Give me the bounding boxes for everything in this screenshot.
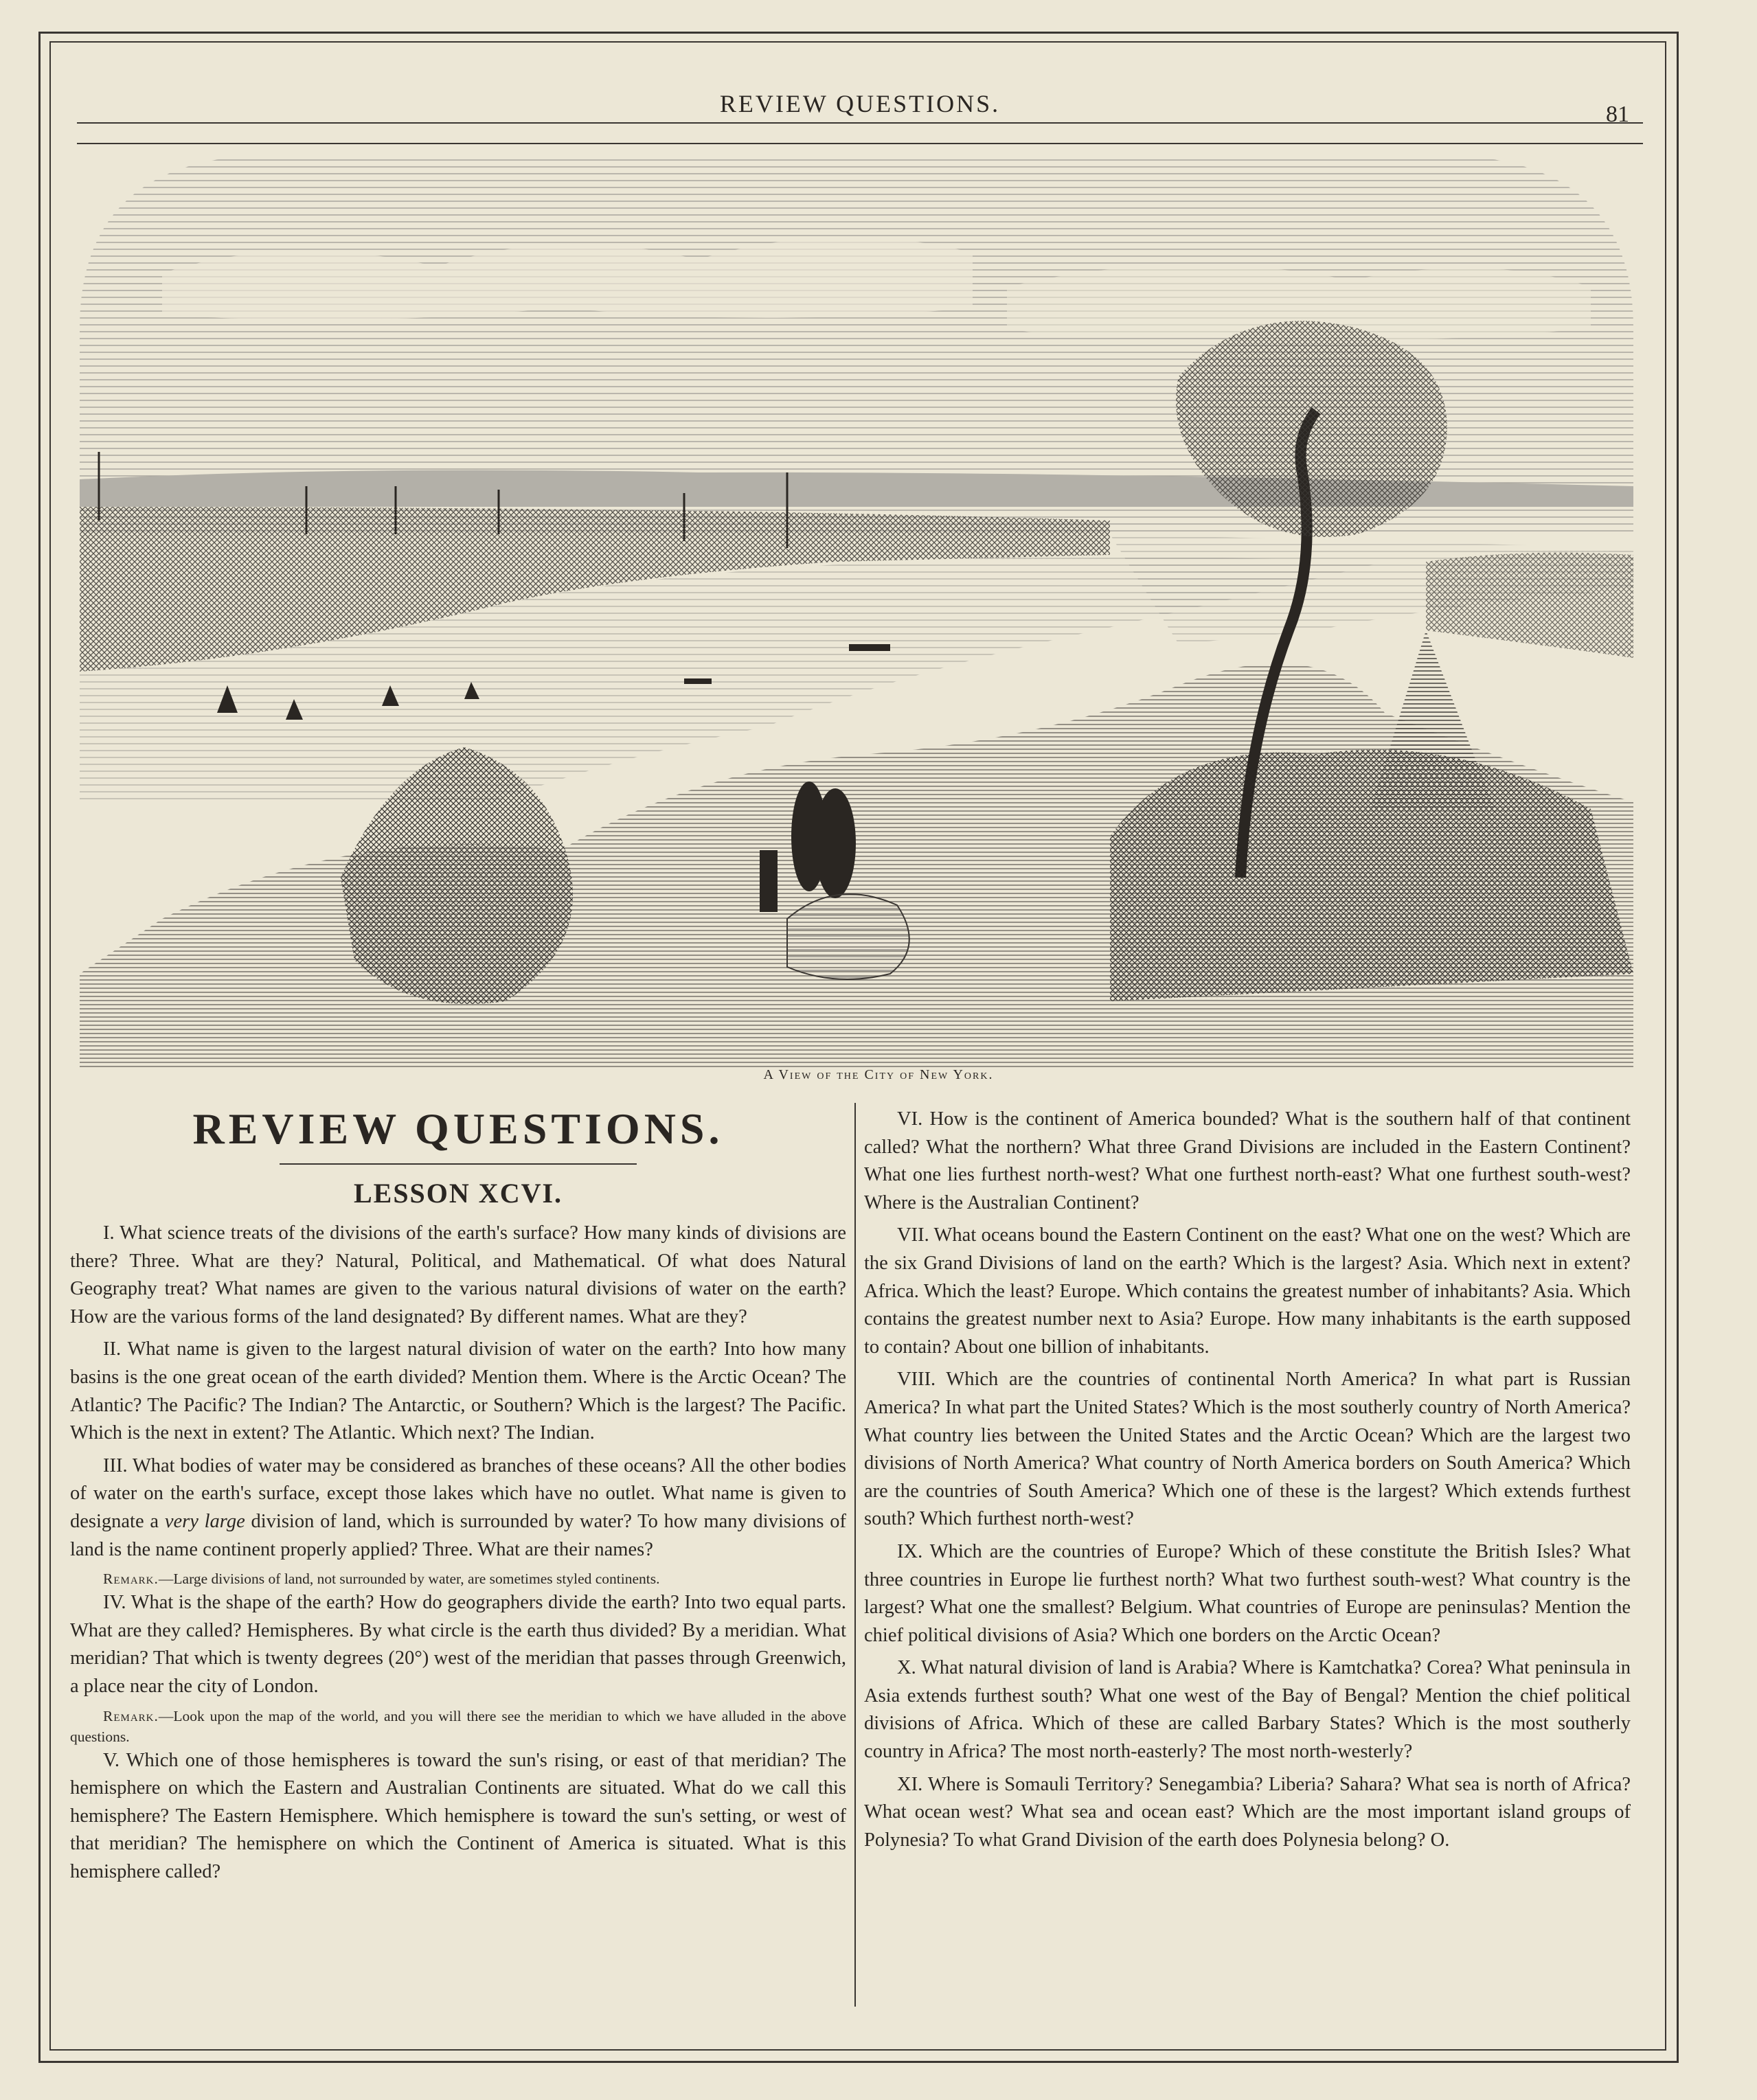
header-rule-lower: [77, 143, 1643, 144]
page-header: [77, 89, 1643, 144]
question-paragraph-i: I. What science treats of the divisions of the earth's surface? How many kinds of divisions are there? Three. What are they? Natural, Political, and Mathematical. Of what does Natural Geography treat? What names are given to the various natural divisions of water on the earth? How are the various forms of the land designated? By different names. What are they?: [70, 1222, 846, 1327]
engraving-view-of-new-york: [80, 150, 1633, 1069]
question-paragraph-iii: [70, 1452, 846, 1564]
paragraph-text: division of land, which is surrounded by water? To how many divisions of land is the name continent properly applied? Three. What are their names?: [70, 1510, 846, 1560]
question-paragraph-xi: XI. Where is Somauli Territory? Senegambia? Liberia? Sahara? What sea is north of Africa? What ocean west? What sea and ocean east? Which are the most important island groups of Polynesia? To what Grand Division of the earth does Polynesia belong? O.: [864, 1773, 1631, 1851]
column-divider: [854, 1103, 856, 2007]
question-paragraph-ii: II. What name is given to the largest natural division of water on the earth? Into how many basins is the one great ocean of the earth divided? Mention them. Where is the Arctic Ocean? The Atlantic? The Pacific? The Indian? The Antarctic, or Southern? Which is the largest? The Pacific. Which is the next in extent? The Atlantic. Which next? The Indian.: [70, 1338, 846, 1444]
italic-phrase: very large: [164, 1510, 245, 1532]
remark-text: —Large divisions of land, not surrounded by water, are sometimes styled continents.: [158, 1571, 660, 1588]
question-paragraph-vi: VI. How is the continent of America bounded? What is the southern half of that continent called? What the northern? What three Grand Divisions are included in the Eastern Continent? What one lies furthest north-west? What one furthest north-east? What one furthest south-west? Where is the Australian Continent?: [864, 1108, 1631, 1213]
remark-note: [70, 1568, 846, 1589]
running-title: REVIEW QUESTIONS.: [719, 90, 1001, 117]
remark-note: [70, 1706, 846, 1747]
section-title: REVIEW QUESTIONS.: [192, 1104, 724, 1153]
question-paragraph-vii: VII. What oceans bound the Eastern Continent on the east? What one on the west? Which are the six Grand Divisions of land on the earth? Which is the largest? Asia. Which next in extent? Africa. Which the least? Europe. Which contains the greatest number of inhabitants? Asia. Which contains the greatest number next to Asia? Europe. How many inhabitants is the earth supposed to contain? About one billion of inhabitants.: [864, 1224, 1631, 1358]
paragraph-text: III. What bodies of water may be considered as branches of these oceans? All the other bodies of water on the earth's surface, except those lakes which have no outlet. What name is given to designate a: [70, 1454, 846, 1532]
illustration-caption: A View of the City of New York.: [763, 1067, 994, 1082]
question-paragraph-ix: IX. Which are the countries of Europe? Which of these constitute the British Isles? What three countries in Europe lie furthest north? What two furthest south-west? What country is the largest? What one the smallest? Belgium. What countries of Europe are peninsulas? Mention the chief political divisions of Asia? Which one borders on the Arctic Ocean?: [864, 1540, 1631, 1646]
question-paragraph-viii: VIII. Which are the countries of continental North America? In what part is Russian America? In what part the United States? Which is the most southerly country of North America? What country lies between the United States and the Arctic Ocean? Which are the largest two divisions of North America? What country of North America borders on South America? Which are the countries of South America? Which one of these is the largest? Which extends furthest south? Which furthest north-west?: [864, 1369, 1631, 1530]
left-column: [70, 1100, 846, 1886]
lesson-title: LESSON XCVI.: [353, 1178, 563, 1209]
question-paragraph-x: X. What natural division of land is Arabia? Where is Kamtchatka? Corea? What peninsula in Asia extends furthest south? What one west of the Bay of Bengal? Mention the chief political divisions of Africa. Which of these are called Barbary States? Which is the most southerly country in Africa? The most north-easterly? The most north-westerly?: [864, 1657, 1631, 1763]
remark-label: Remark.: [103, 1707, 159, 1724]
remark-text: —Look upon the map of the world, and you will there see the meridian to which we have alluded in the above questions.: [70, 1707, 846, 1745]
title-rule: [280, 1163, 637, 1165]
rock: [787, 894, 909, 979]
question-paragraph-v: V. Which one of those hemispheres is toward the sun's rising, or east of that meridian? The hemisphere on which the Eastern and Australian Continents are situated. What do we call this hemisphere? The Eastern Hemisphere. Which hemisphere is toward the sun's setting, or west of that meridian? The hemisphere on which the Continent of America is situated. What is this hemisphere called?: [70, 1749, 846, 1882]
question-paragraph-iv: IV. What is the shape of the earth? How do geographers divide the earth? Into two equal parts. What are they called? Hemispheres. By what circle is the earth thus divided? By a meridian. What meridian? That which is twenty degrees (20°) west of the meridian that passes through Greenwich, a place near the city of London.: [70, 1592, 846, 1697]
far-shore-right: [1426, 553, 1633, 658]
remark-label: Remark.: [103, 1571, 159, 1588]
header-rule: [77, 122, 1643, 124]
right-column: [864, 1106, 1631, 1854]
page-number: 81: [1606, 102, 1629, 127]
